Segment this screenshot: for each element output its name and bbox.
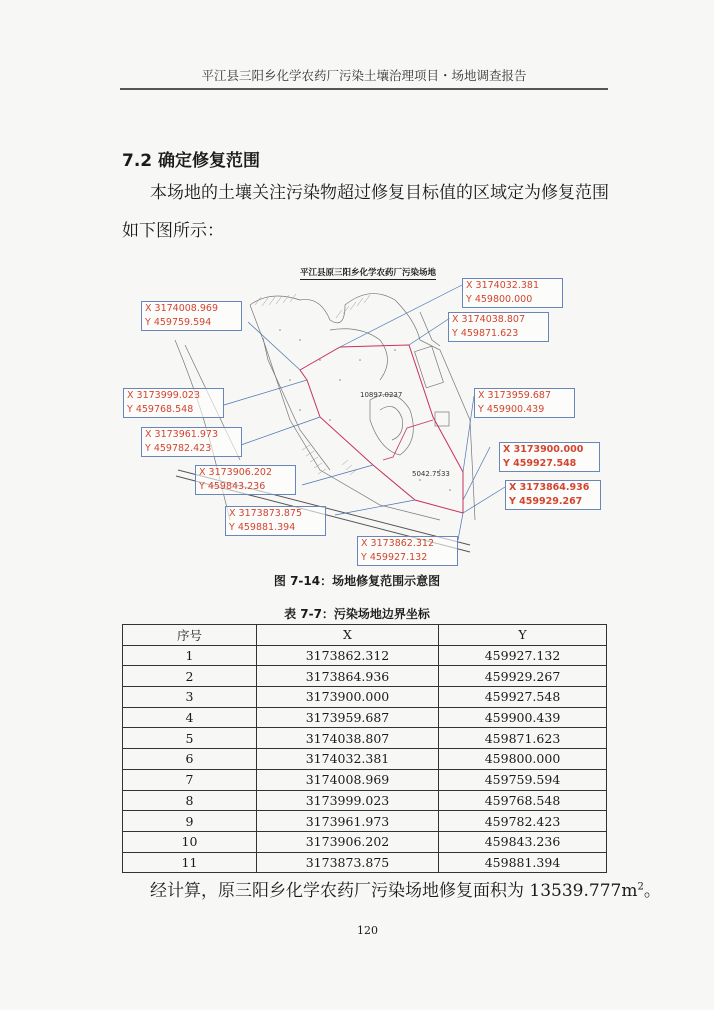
map-title: 平江县原三阳乡化学农药厂污染场地 bbox=[300, 268, 437, 278]
table-row bbox=[123, 749, 607, 770]
table-row bbox=[123, 831, 607, 852]
callout-x: X 3174032.381 bbox=[466, 280, 539, 291]
conclusion-text bbox=[150, 876, 661, 901]
cell-index: 5 bbox=[123, 728, 257, 749]
callout-x: X 3173873.875 bbox=[229, 508, 302, 519]
callout-x: X 3173900.000 bbox=[503, 444, 584, 455]
area-label-2: 5042.7533 bbox=[412, 470, 450, 478]
coordinate-callout bbox=[462, 278, 563, 308]
callout-x: X 3173961.973 bbox=[145, 429, 218, 440]
callout-y: Y 459782.423 bbox=[145, 443, 212, 454]
callout-x: X 3173906.202 bbox=[199, 467, 272, 478]
cell-y: 459929.267 bbox=[439, 666, 607, 687]
cell-y: 459927.132 bbox=[439, 645, 607, 666]
cell-x: 3173959.687 bbox=[257, 707, 439, 728]
coordinate-callout bbox=[195, 465, 296, 495]
table-header-row bbox=[123, 625, 607, 646]
cell-y: 459759.594 bbox=[439, 769, 607, 790]
area-label-1: 10897.0237 bbox=[360, 391, 403, 399]
figure-caption: 图 7-14：场地修复范围示意图 bbox=[273, 574, 441, 588]
cell-index: 3 bbox=[123, 687, 257, 708]
cell-x: 3173873.875 bbox=[257, 852, 439, 873]
cell-index: 7 bbox=[123, 769, 257, 790]
cell-x: 3173961.973 bbox=[257, 811, 439, 832]
cell-index: 9 bbox=[123, 811, 257, 832]
table-row bbox=[123, 687, 607, 708]
callout-y: Y 459927.548 bbox=[503, 458, 577, 469]
callout-y: Y 459929.267 bbox=[509, 496, 583, 507]
coordinate-callout bbox=[448, 312, 549, 342]
boundary-coordinates-table bbox=[122, 624, 607, 873]
coordinate-callout bbox=[505, 480, 601, 510]
remediation-subdivision bbox=[383, 420, 433, 460]
cell-index: 10 bbox=[123, 831, 257, 852]
conclusion-period: 。 bbox=[643, 881, 661, 901]
callout-y: Y 459900.439 bbox=[478, 404, 545, 415]
table-row bbox=[123, 707, 607, 728]
callout-y: Y 459881.394 bbox=[229, 522, 296, 533]
paragraph-line-2: 如下图所示： bbox=[122, 221, 224, 241]
table-row bbox=[123, 790, 607, 811]
table-row bbox=[123, 728, 607, 749]
callout-x: X 3173999.023 bbox=[127, 390, 200, 401]
page-number: 120 bbox=[357, 924, 378, 937]
cell-x: 3173999.023 bbox=[257, 790, 439, 811]
callout-y: Y 459927.132 bbox=[361, 552, 428, 563]
running-header: 平江县三阳乡化学农药厂污染土壤治理项目・场地调查报告 bbox=[201, 68, 527, 83]
callout-y: Y 459759.594 bbox=[145, 317, 212, 328]
column-header: X bbox=[257, 625, 439, 646]
paragraph-line-1: 本场地的土壤关注污染物超过修复目标值的区域定为修复范围 bbox=[150, 183, 609, 203]
cell-y: 459782.423 bbox=[439, 811, 607, 832]
cell-index: 6 bbox=[123, 749, 257, 770]
table-row bbox=[123, 769, 607, 790]
map-hatching bbox=[255, 294, 370, 475]
section-title: 7.2 确定修复范围 bbox=[122, 151, 261, 171]
table-caption: 表 7-7：污染场地边界坐标 bbox=[284, 607, 430, 621]
cell-x: 3174008.969 bbox=[257, 769, 439, 790]
cell-x: 3173906.202 bbox=[257, 831, 439, 852]
callout-x: X 3174008.969 bbox=[145, 303, 218, 314]
table-row bbox=[123, 645, 607, 666]
coordinate-callout bbox=[225, 506, 326, 536]
cell-y: 459843.236 bbox=[439, 831, 607, 852]
cell-x: 3174032.381 bbox=[257, 749, 439, 770]
callout-y: Y 459800.000 bbox=[466, 294, 533, 305]
callout-x: X 3173864.936 bbox=[509, 482, 590, 493]
coordinate-callout bbox=[474, 388, 575, 418]
coordinate-callout bbox=[499, 442, 600, 472]
callout-y: Y 459871.623 bbox=[452, 328, 519, 339]
conclusion-main: 经计算，原三阳乡化学农药厂污染场地修复面积为 13539.777m bbox=[150, 881, 638, 901]
table-row bbox=[123, 811, 607, 832]
callout-y: Y 459843.236 bbox=[199, 481, 266, 492]
cell-y: 459768.548 bbox=[439, 790, 607, 811]
cell-y: 459871.623 bbox=[439, 728, 607, 749]
cell-x: 3173900.000 bbox=[257, 687, 439, 708]
cell-y: 459927.548 bbox=[439, 687, 607, 708]
map-dots bbox=[279, 329, 451, 491]
column-header: 序号 bbox=[123, 625, 257, 646]
cell-x: 3174038.807 bbox=[257, 728, 439, 749]
callout-y: Y 459768.548 bbox=[127, 404, 194, 415]
cell-x: 3173862.312 bbox=[257, 645, 439, 666]
remediation-boundary bbox=[300, 345, 463, 513]
table-row bbox=[123, 852, 607, 873]
coordinate-callout bbox=[141, 427, 242, 457]
callout-x: X 3173959.687 bbox=[478, 390, 551, 401]
cell-index: 4 bbox=[123, 707, 257, 728]
column-header: Y bbox=[439, 625, 607, 646]
cell-index: 2 bbox=[123, 666, 257, 687]
cell-y: 459881.394 bbox=[439, 852, 607, 873]
cell-index: 8 bbox=[123, 790, 257, 811]
table-row bbox=[123, 666, 607, 687]
cell-index: 1 bbox=[123, 645, 257, 666]
coordinate-callout bbox=[141, 301, 242, 331]
cell-x: 3173864.936 bbox=[257, 666, 439, 687]
callout-x: X 3173862.312 bbox=[361, 538, 434, 549]
coordinate-callout bbox=[357, 536, 458, 566]
cell-index: 11 bbox=[123, 852, 257, 873]
cell-y: 459900.439 bbox=[439, 707, 607, 728]
callout-x: X 3174038.807 bbox=[452, 314, 525, 325]
coordinate-callout bbox=[123, 388, 224, 418]
conclusion-superscript: 2 bbox=[637, 881, 644, 893]
cell-y: 459800.000 bbox=[439, 749, 607, 770]
